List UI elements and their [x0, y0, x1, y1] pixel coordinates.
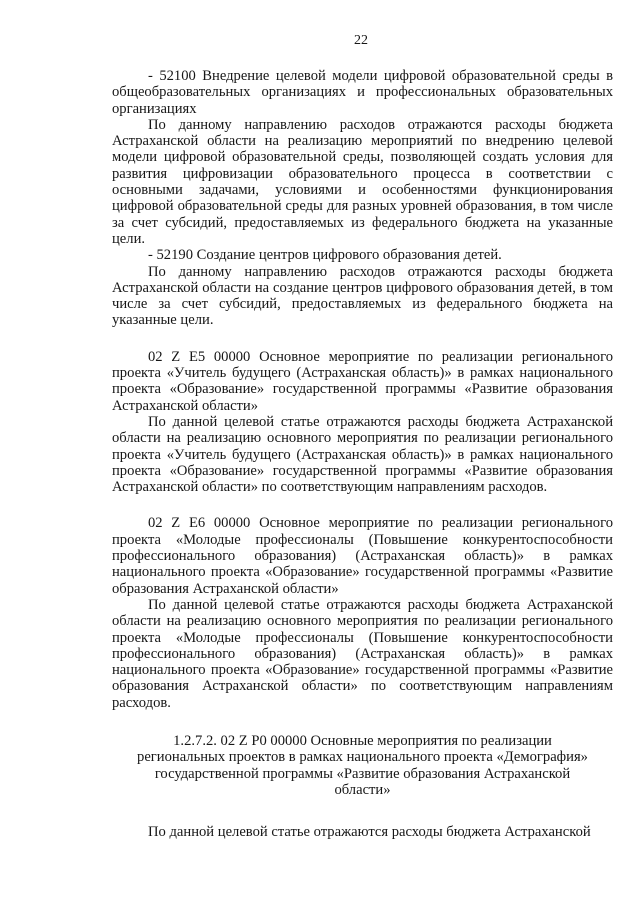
paragraph-52100-description: По данному направлению расходов отражаются расходы бюджета Астраханской области на реализацию мероприятий по внедрению целевой модели цифровой образовательной среды, позволяющей создать условия для развития цифровизации образовательного процесса в соответствии с основными задачами, условиями и особенностями функционирования цифровой образовательной среды для разных уровней образования, в том числе за счет субсидий, предоставляемых из федерального бюджета на указанные цели.: [112, 116, 613, 247]
paragraph-52190-description: По данному направлению расходов отражаются расходы бюджета Астраханской области на создание центров цифрового образования детей, в том числе за счет субсидий, предоставляемых из федерального бюджета на указанные цели.: [112, 263, 613, 329]
paragraph-e5-title: 02 Z E5 00000 Основное мероприятие по реализации регионального проекта «Учитель будущего (Астраханская область)» в рамках национального проекта «Образование» государственной программы «Развитие образования Астраханской области»: [112, 348, 613, 414]
document-body: [112, 68, 613, 840]
paragraph-e6-description: По данной целевой статье отражаются расходы бюджета Астраханской области на реализацию основного мероприятия по реализации регионального проекта «Молодые профессионалы (Повышение конкурентоспособности профессионального образования) (Астраханская область)» в рамках национального проекта «Образование» государственной программы «Развитие образования Астраханской области» по соответствующим направлениям расходов.: [112, 596, 613, 711]
section-heading-p0: 1.2.7.2. 02 Z P0 00000 Основные мероприятия по реализации региональных проектов в рамках национального проекта «Демография» государственной программы «Развитие образования Астраханской области»: [137, 732, 588, 798]
paragraph-e5-description: По данной целевой статье отражаются расходы бюджета Астраханской области на реализацию основного мероприятия по реализации регионального проекта «Учитель будущего (Астраханская область)» в рамках национального проекта «Образование» государственной программы «Развитие образования Астраханской области» по соответствующим направлениям расходов.: [112, 413, 613, 496]
paragraph-52190-title: - 52190 Создание центров цифрового образования детей.: [148, 247, 502, 264]
paragraph-p0-description: По данной целевой статье отражаются расходы бюджета Астраханской: [148, 824, 591, 841]
page-number: 22: [354, 33, 368, 48]
paragraph-52100-title: - 52100 Внедрение целевой модели цифровой образовательной среды в общеобразовательных организациях и профессиональных образовательных организациях: [112, 68, 613, 117]
paragraph-e6-title: 02 Z E6 00000 Основное мероприятие по реализации регионального проекта «Молодые профессионалы (Повышение конкурентоспособности профессионального образования) (Астраханская область)» в рамках национального проекта «Образование» государственной программы «Развитие образования Астраханской области»: [112, 515, 613, 597]
